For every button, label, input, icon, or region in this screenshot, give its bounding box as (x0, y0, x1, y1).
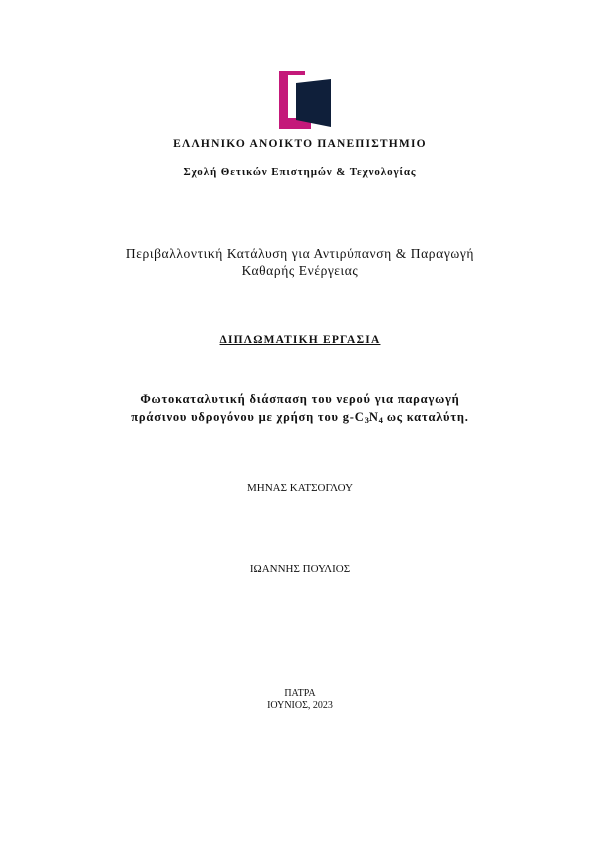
date: ΙΟΥΝΙΟΣ, 2023 (267, 700, 333, 711)
author-name: ΜΗΝΑΣ ΚΑΤΣΟΓΛΟΥ (246, 482, 354, 494)
program-name (0, 245, 600, 279)
title-subscript-4: 4 (378, 415, 383, 425)
university-name: ΕΛΛΗΝΙΚΟ ΑΝΟΙΚΤΟ ΠΑΝΕΠΙΣΤΗΜΙΟ (173, 138, 427, 150)
school-name: Σχολή Θετικών Επιστημών & Τεχνολογίας (183, 166, 417, 178)
title-text-n: N (368, 410, 379, 424)
university-logo (279, 71, 334, 129)
logo-navy-shape (296, 79, 331, 127)
title-text-suffix: ως καταλύτη. (382, 410, 469, 424)
document-type: ΔΙΠΛΩΜΑΤΙΚΗ ΕΡΓΑΣΙΑ (219, 334, 381, 346)
city: ΠΑΤΡΑ (284, 688, 316, 699)
supervisor-name: ΙΩΑΝΝΗΣ ΠΟΥΛΙΟΣ (249, 563, 351, 575)
thesis-title-line-1: Φωτοκαταλυτική διάσπαση του νερού για παραγωγή (140, 392, 460, 406)
program-line-2: Καθαρής Ενέργειας (241, 263, 359, 278)
title-subscript-3: 3 (364, 415, 369, 425)
thesis-title-line-2 (0, 408, 600, 429)
place-and-date (0, 688, 600, 712)
title-text-prefix: πράσινου υδρογόνου με χρήση του g-C (131, 410, 365, 424)
program-line-1: Περιβαλλοντική Κατάλυση για Αντιρύπανση & Παραγωγή (125, 246, 475, 261)
thesis-title (0, 390, 600, 429)
